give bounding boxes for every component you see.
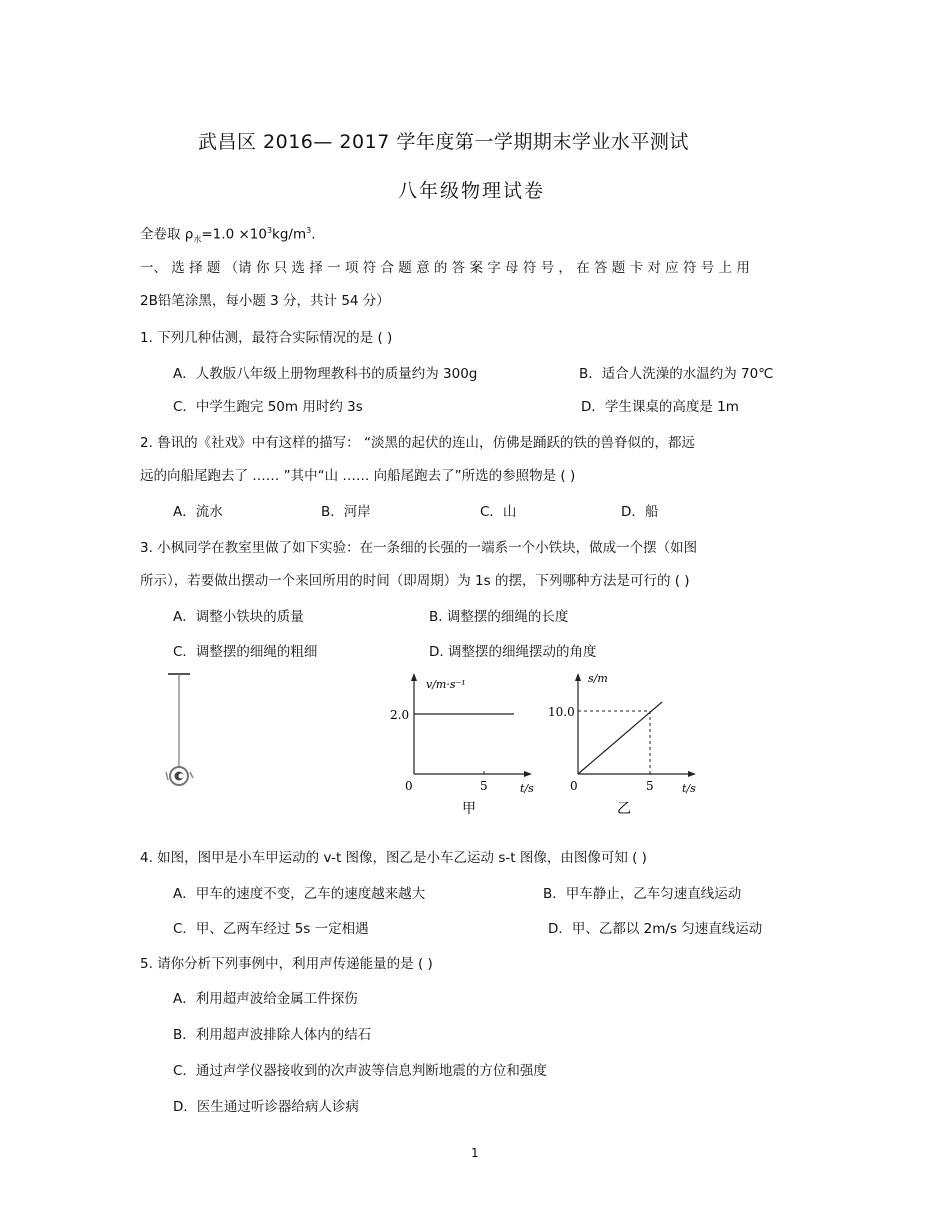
jia-origin-label: 0 [405,779,413,793]
pendulum-figure [160,668,204,792]
q3-option-a: A．调整小铁块的质量 [173,609,304,625]
q2-option-d: D．船 [621,504,659,520]
graph-yi [540,668,710,818]
note-unit: kg/m [272,226,307,243]
yi-x-tick-label: 5 [646,779,654,793]
yi-y-arrow [575,673,581,681]
section-instruction-line1: 一、 选 择 题 （请 你 只 选 择 一 项 符 合 题 意 的 答 案 字 母 符 号 ， 在 答 题 卡 对 应 符 号 上 用 [140,260,750,276]
yi-caption: 乙 [617,801,631,817]
q5-option-a: A．利用超声波给金属工件探伤 [173,991,358,1007]
q5-stem: 5. 请你分析下列事例中，利用声传递能量的是 ( ) [140,956,433,972]
q4-option-b: B．甲车静止，乙车匀速直线运动 [543,886,742,902]
yi-x-label: t/s [682,782,696,795]
yi-origin-label: 0 [570,779,578,793]
constant-note [140,222,316,249]
jia-y-label: v/m·s⁻¹ [426,678,466,691]
q5-option-d: D．医生通过听诊器给病人诊病 [173,1099,359,1115]
graph-jia [370,668,540,818]
yi-y-tick-label: 10.0 [548,705,575,719]
q1-option-a: A．人教版八年级上册物理教科书的质量约为 300g [173,366,478,382]
jia-x-label: t/s [520,782,534,795]
jia-caption: 甲 [462,801,476,817]
q2-stem-line2: 远的向船尾跑去了 …… ”其中“山 …… 向船尾跑去了”所选的参照物是 ( ) [140,468,576,484]
note-sup1: 3 [266,226,273,235]
q5-option-b: B．利用超声波排除人体内的结石 [173,1027,372,1043]
yi-y-label: s/m [588,672,608,685]
q1-option-d: D．学生课桌的高度是 1m [581,399,739,415]
yi-displacement-line [578,702,662,774]
q1-option-c: C．中学生跑完 50m 用时约 3s [173,399,363,415]
q3-stem-line1: 3. 小枫同学在教室里做了如下实验：在一条细的长强的一端系一个小铁块，做成一个摆（如图 [140,540,698,556]
q3-option-b: B. 调整摆的细绳的长度 [429,609,569,625]
jia-y-arrow [411,673,417,681]
q2-option-b: B．河岸 [321,504,371,520]
q4-option-a: A．甲车的速度不变，乙车的速度越来越大 [173,886,426,902]
note-subscript: 水 [193,235,202,245]
q3-stem-line2: 所示），若要做出摆动一个来回所用的时间（即周期）为 1s 的摆，下列哪种方法是可行的 ( ) [140,573,690,589]
page-number: 1 [471,1146,479,1160]
note-sup2: 3 [306,226,312,235]
q4-option-c: C．甲、乙两车经过 5s 一定相遇 [173,921,369,937]
pendulum-bob-icon [166,767,193,785]
q2-option-a: A．流水 [173,504,223,520]
jia-x-arrow [524,771,532,777]
q2-stem-line1: 2. 鲁讯的《社戏》中有这样的描写： “淡黑的起伏的连山，仿佛是踊跃的铁的兽脊似的，都远 [140,435,695,451]
note-end: . [311,226,316,243]
jia-x-tick-label: 5 [480,779,488,793]
yi-x-arrow [688,771,696,777]
exam-title: 武昌区 2016— 2017 学年度第一学期期末学业水平测试 [198,131,689,153]
jia-y-tick-label: 2.0 [390,708,410,722]
q5-option-c: C．通过声学仪器接收到的次声波等信息判断地震的方位和强度 [173,1063,547,1079]
exam-subtitle: 八年级物理试卷 [398,180,546,202]
q2-option-c: C．山 [480,504,517,520]
note-prefix: 全卷取 ρ [140,226,194,243]
q3-option-c: C．调整摆的细绳的粗细 [173,644,318,660]
q4-stem: 4. 如图，图甲是小车甲运动的 v-t 图像，图乙是小车乙运动 s-t 图像，由图像可知 ( ) [140,850,647,866]
note-mid: =1.0 ×10 [201,226,267,243]
q4-option-d: D．甲、乙都以 2m/s 匀速直线运动 [548,921,763,937]
q1-option-b: B．适合人洗澡的水温约为 70℃ [579,366,774,382]
q3-option-d: D. 调整摆的细绳摆动的角度 [429,644,597,660]
section-instruction-line2: 2B铅笔涂黑，每小题 3 分，共计 54 分） [140,293,390,309]
q1-stem: 1. 下列几种估测，最符合实际情况的是 ( ) [140,330,393,346]
